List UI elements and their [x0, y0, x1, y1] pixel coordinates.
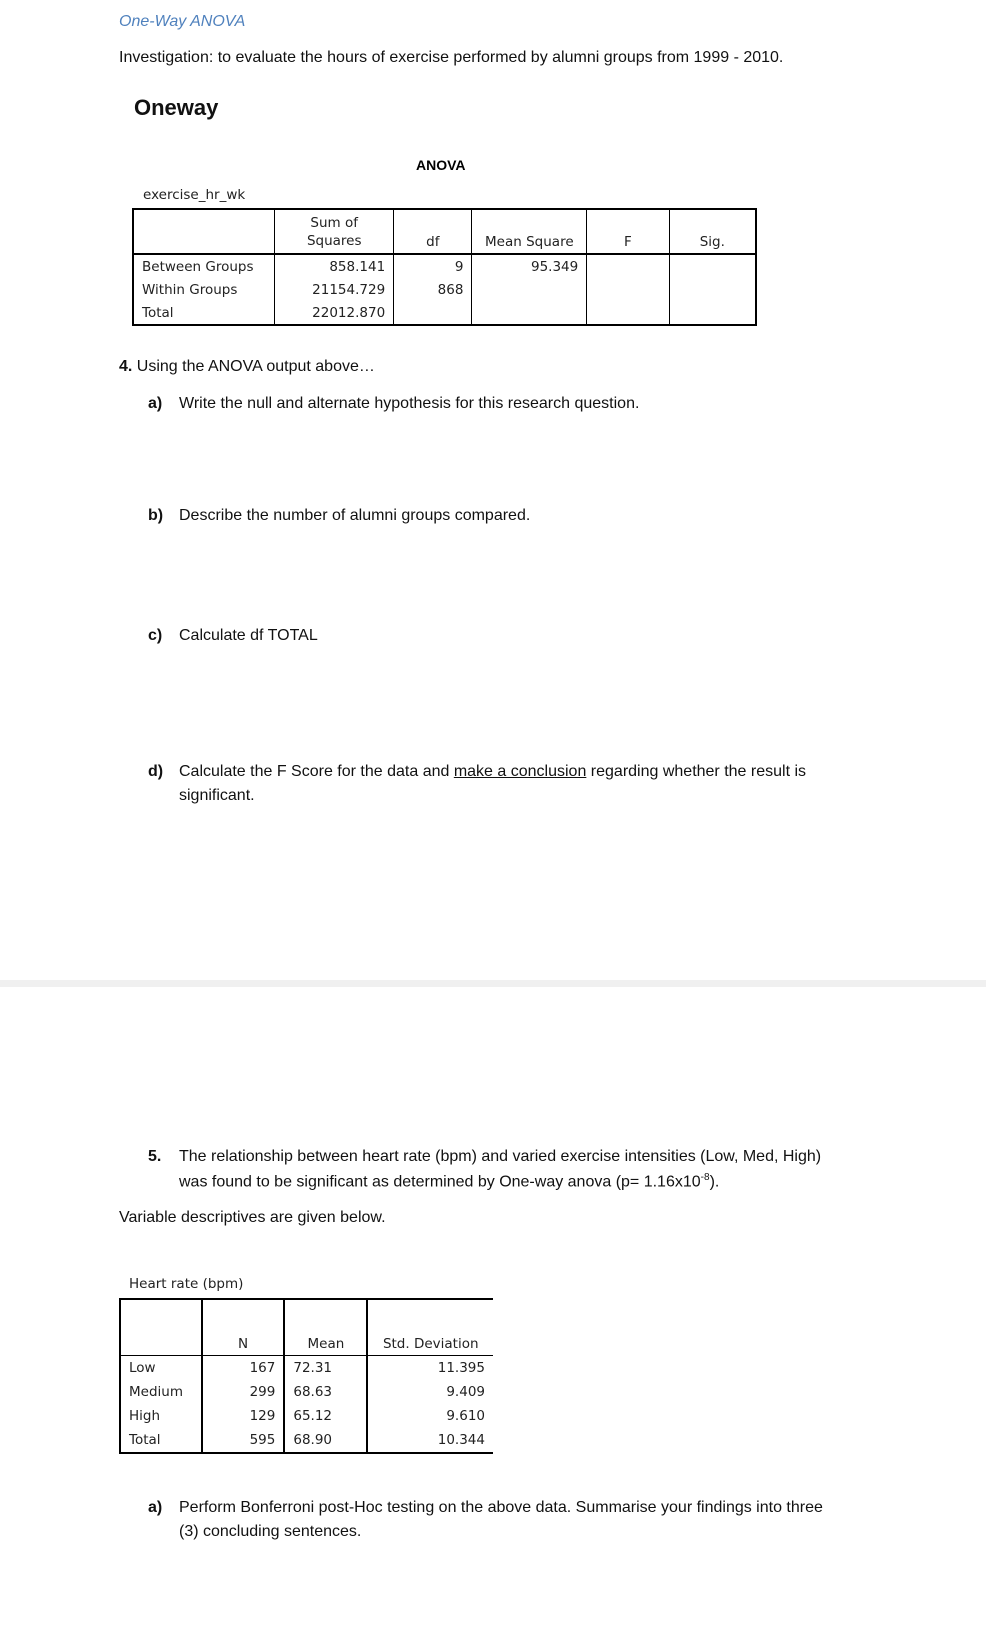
anova-row-label: Between Groups [133, 254, 275, 278]
anova-cell-f [587, 301, 669, 325]
anova-cell-df: 868 [394, 278, 472, 301]
hr-row-label: Low [120, 1356, 202, 1381]
q4c-label: c) [148, 627, 163, 644]
hr-cell-mean: 68.90 [284, 1428, 367, 1453]
hr-cell-n: 595 [202, 1428, 285, 1453]
hr-row [120, 1404, 493, 1428]
q5a-line1: Perform Bonferroni post-Hoc testing on the above data. Summarise your findings into three [179, 1499, 823, 1516]
q4d-label: d) [148, 763, 164, 780]
descriptives-note: Variable descriptives are given below. [119, 1209, 386, 1226]
anova-header-row [133, 209, 756, 254]
anova-header-sig: Sig. [669, 209, 756, 254]
hr-cell-sd: 10.344 [437, 1432, 485, 1448]
q5-line1: The relationship between heart rate (bpm) and varied exercise intensities (Low, Med, High) [179, 1148, 822, 1165]
anova-cell-ms: 95.349 [472, 254, 587, 278]
anova-variable-label: exercise_hr_wk [143, 187, 246, 203]
hr-row-label: Medium [120, 1380, 202, 1404]
anova-cell-sig [669, 278, 756, 301]
anova-header-ss: Sum of Squares [275, 209, 394, 254]
q5-line2-pre: was found to be significant as determined by One-way anova (p= 1.16x10 [179, 1173, 701, 1191]
anova-cell-ms [472, 301, 587, 325]
hr-header-sd: Std. Deviation [367, 1299, 493, 1356]
hr-row [120, 1356, 493, 1381]
anova-row [133, 278, 756, 301]
anova-title: ANOVA [416, 157, 466, 173]
hr-cell-mean: 72.31 [284, 1356, 367, 1381]
hr-header-blank [120, 1299, 202, 1356]
q4b-text: Describe the number of alumni groups compared. [179, 507, 531, 524]
anova-cell-f [587, 278, 669, 301]
hr-cell-sd: 9.610 [446, 1408, 485, 1424]
section-heading: One-Way ANOVA [119, 13, 246, 30]
anova-header-df: df [394, 209, 472, 254]
hr-header-mean: Mean [284, 1299, 367, 1356]
anova-cell-df [394, 301, 472, 325]
hr-header-n: N [202, 1299, 285, 1356]
q5-line2 [179, 1172, 719, 1191]
hr-row [120, 1428, 493, 1453]
anova-row-label: Total [133, 301, 275, 325]
page-divider [0, 980, 986, 987]
q5a-label: a) [148, 1499, 163, 1516]
q4-intro: Using the ANOVA output above… [136, 358, 375, 375]
anova-header-blank [133, 209, 275, 254]
q4d-line1 [179, 763, 806, 781]
q4a-text: Write the null and alternate hypothesis for this research question. [179, 395, 640, 412]
anova-row [133, 254, 756, 278]
q4d-text-post: regarding whether the result is [586, 763, 807, 780]
hr-cell-n: 167 [202, 1356, 285, 1381]
anova-header-ms: Mean Square [472, 209, 587, 254]
investigation-text: Investigation: to evaluate the hours of exercise performed by alumni groups from 1999 - 2010. [119, 49, 784, 66]
q4a-label: a) [148, 395, 163, 412]
heart-rate-table [119, 1298, 493, 1454]
anova-header-f: F [587, 209, 669, 254]
q4d-line2: significant. [179, 787, 255, 804]
anova-cell-df: 9 [394, 254, 472, 278]
anova-cell-ss: 858.141 [275, 254, 394, 278]
q5-number: 5. [148, 1148, 162, 1165]
q4d-text-pre: Calculate the F Score for the data and [179, 763, 454, 780]
q4c-text: Calculate df TOTAL [179, 627, 318, 644]
anova-cell-ms [472, 278, 587, 301]
hr-cell-sd: 9.409 [446, 1384, 485, 1400]
q4d-text-underlined: make a conclusion [453, 763, 587, 780]
anova-cell-f [587, 254, 669, 278]
q4-number: 4. [119, 358, 133, 375]
q4-intro-line [119, 358, 375, 376]
hr-row-label: High [120, 1404, 202, 1428]
hr-row-label: Total [120, 1428, 202, 1453]
q5-line2-post: ). [709, 1173, 720, 1191]
q5a-line2: (3) concluding sentences. [179, 1523, 362, 1540]
hr-cell-n: 299 [202, 1380, 285, 1404]
oneway-title: Oneway [134, 95, 219, 120]
hr-cell-mean: 68.63 [284, 1380, 367, 1404]
q5-line2-sup: -8 [700, 1172, 710, 1183]
anova-row-label: Within Groups [133, 278, 275, 301]
anova-cell-sig [669, 254, 756, 278]
anova-row [133, 301, 756, 325]
anova-cell-ss: 22012.870 [275, 301, 394, 325]
hr-cell-sd: 11.395 [437, 1360, 485, 1376]
hr-cell-n: 129 [202, 1404, 285, 1428]
anova-cell-sig [669, 301, 756, 325]
q4b-label: b) [148, 507, 164, 524]
anova-cell-ss: 21154.729 [275, 278, 394, 301]
hr-table-title: Heart rate (bpm) [129, 1276, 244, 1292]
hr-cell-mean: 65.12 [284, 1404, 367, 1428]
hr-row [120, 1380, 493, 1404]
anova-table [132, 208, 757, 326]
hr-header-row [120, 1299, 493, 1356]
